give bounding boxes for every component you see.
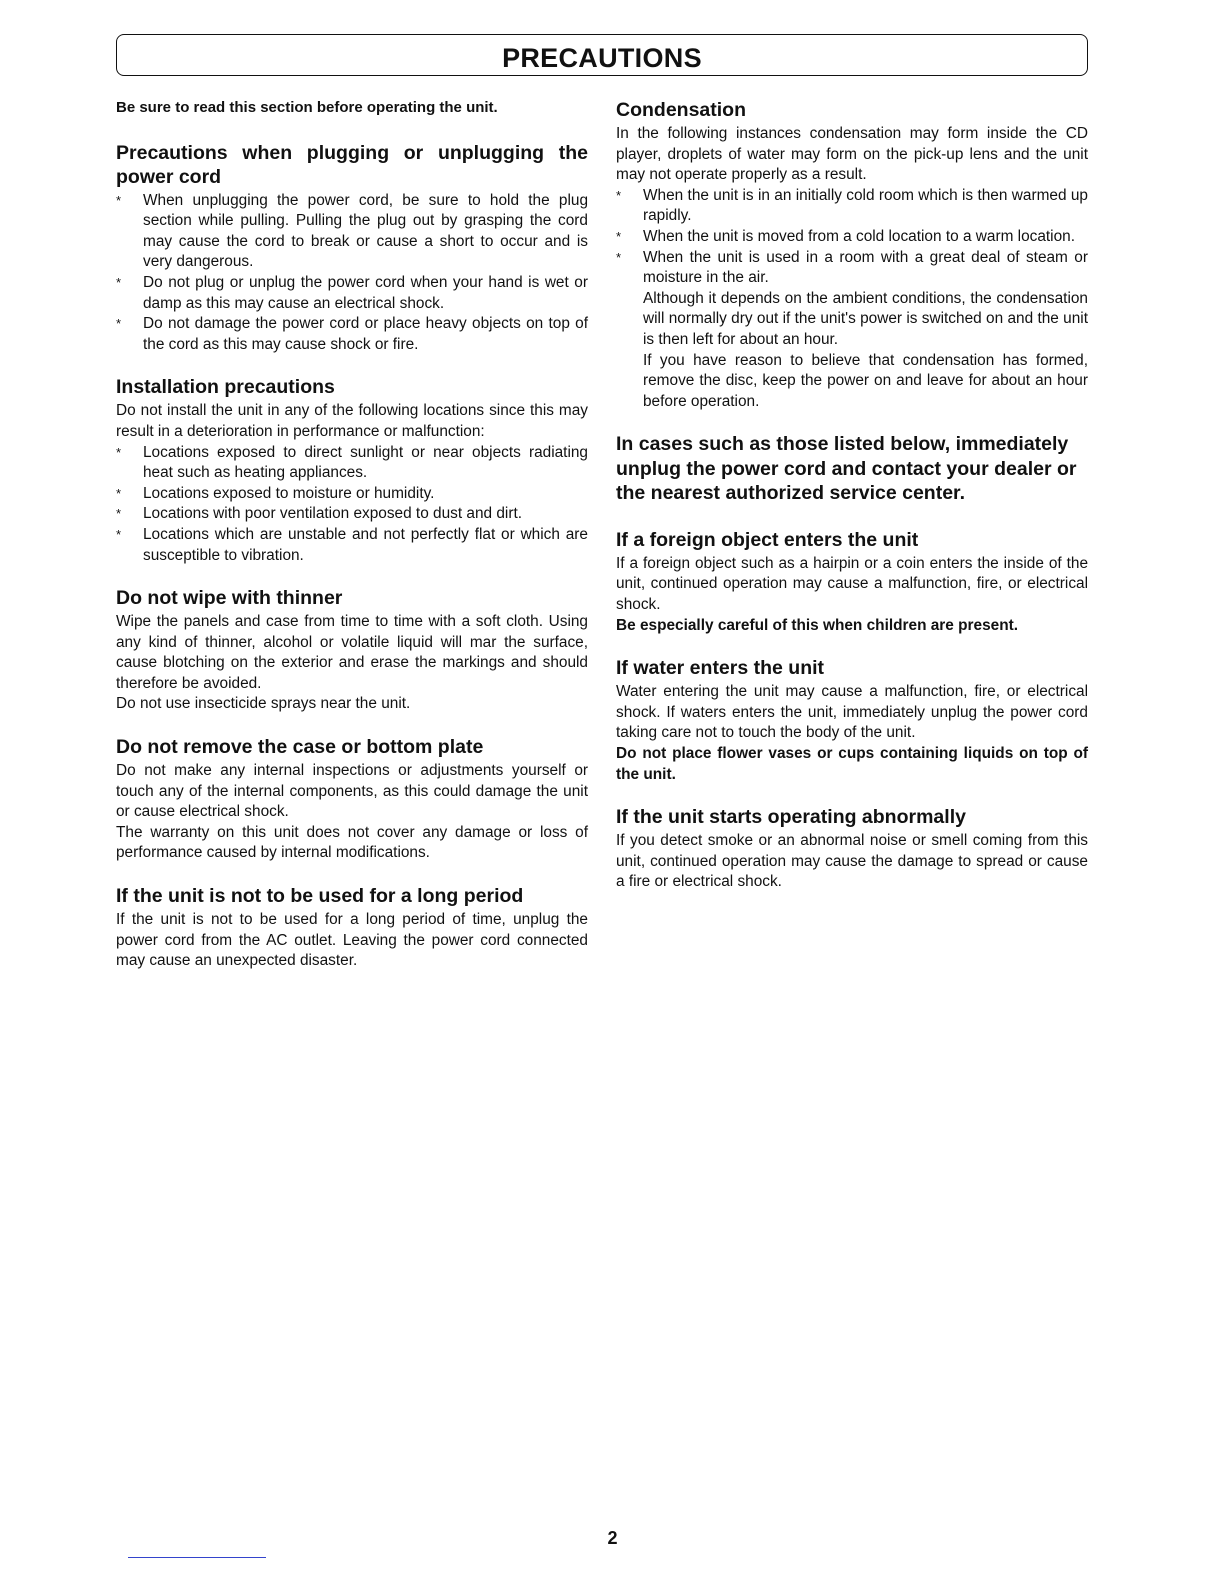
title-box	[116, 34, 1088, 76]
bullet-list	[116, 443, 588, 567]
section-heading: If the unit is not to be used for a long period	[116, 885, 524, 908]
section-heading: If water enters the unit	[616, 657, 825, 680]
section-installation	[116, 375, 588, 566]
list-item: * Do not plug or unplug the power cord when your hand is wet or damp as this may cause an electrical shock.	[116, 273, 588, 314]
section-heading: Condensation	[616, 99, 746, 121]
section-long-period	[116, 884, 588, 972]
section-heading: Do not remove the case or bottom plate	[116, 736, 484, 759]
list-item: * Locations with poor ventilation exposed to dust and dirt.	[116, 504, 588, 525]
list-item: * Locations which are unstable and not perfectly flat or which are susceptible to vibration.	[116, 525, 588, 566]
section-thinner	[116, 586, 588, 715]
right-column	[616, 98, 1088, 913]
section-foreign-object	[616, 528, 1088, 636]
section-text: Do not use insecticide sprays near the unit.	[116, 695, 411, 713]
bullet-list	[616, 186, 1088, 289]
important-warning: In cases such as those listed below, immediately unplug the power cord and contact your dealer or the nearest authorized service center.	[616, 433, 1077, 505]
section-condensation	[616, 98, 1088, 412]
section-text: In the following instances condensation may form inside the CD player, droplets of water may form on the pick-up lens and the unit may not operate properly as a result.	[616, 125, 1088, 184]
section-heading: Precautions when plugging or unplugging the power cord	[116, 141, 588, 188]
section-text: If the unit is not to be used for a long period of time, unplug the power cord from the AC outlet. Leaving the power cord connected may cause an unexpected disaster.	[116, 911, 588, 970]
footer-line	[128, 1557, 266, 1558]
section-heading: Do not wipe with thinner	[116, 587, 343, 610]
section-text: Water entering the unit may cause a malfunction, fire, or electrical shock. If waters enters the unit, immediately unplug the power cord taking care not to touch the body of the unit.	[616, 683, 1088, 742]
list-item: * When the unit is moved from a cold location to a warm location.	[616, 227, 1088, 248]
section-text: If you detect smoke or an abnormal noise or smell coming from this unit, continued operation may cause the damage to spread or cause a fire or electrical shock.	[616, 832, 1088, 891]
page-title: PRECAUTIONS	[502, 43, 702, 73]
section-heading: If the unit starts operating abnormally	[616, 806, 966, 829]
list-item: * When unplugging the power cord, be sure to hold the plug section while pulling. Pulling the plug out by grasping the cord may cause the cord to break or cause a short to occur and is very dangerous.	[116, 191, 588, 273]
list-item: * When the unit is in an initially cold room which is then warmed up rapidly.	[616, 186, 1088, 227]
bullet-list	[116, 191, 588, 356]
left-column	[116, 98, 588, 992]
section-case	[116, 735, 588, 864]
section-abnormal	[616, 805, 1088, 893]
list-item: * When the unit is used in a room with a great deal of steam or moisture in the air.	[616, 248, 1088, 289]
section-text: The warranty on this unit does not cover any damage or loss of performance caused by internal modifications.	[116, 823, 588, 862]
section-bold-note: Do not place flower vases or cups containing liquids on top of the unit.	[616, 744, 1088, 783]
intro-text: Be sure to read this section before operating the unit.	[116, 99, 498, 116]
section-text: Do not install the unit in any of the following locations since this may result in a deterioration in performance or malfunction:	[116, 402, 588, 440]
list-item: * Locations exposed to moisture or humidity.	[116, 484, 588, 505]
section-note: If you have reason to believe that condensation has formed, remove the disc, keep the power on and leave for about an hour before operation.	[643, 351, 1088, 410]
section-water	[616, 656, 1088, 785]
list-item: * Locations exposed to direct sunlight or near objects radiating heat such as heating appliances.	[116, 443, 588, 484]
section-heading: Installation precautions	[116, 376, 335, 399]
page-number: 2	[607, 1528, 618, 1548]
section-text: Wipe the panels and case from time to time with a soft cloth. Using any kind of thinner, alcohol or volatile liquid will mar the surface, cause blotching on the exterior and erase the markings and should therefore be avoided.	[116, 613, 588, 692]
section-text: Do not make any internal inspections or adjustments yourself or touch any of the internal components, as this could damage the unit or cause electrical shock.	[116, 762, 588, 821]
section-text: If a foreign object such as a hairpin or a coin enters the inside of the unit, continued operation may cause a malfunction, fire, or electrical shock.	[616, 554, 1088, 613]
section-note: Although it depends on the ambient conditions, the condensation will normally dry out if the unit's power is switched on and the unit is then left for about an hour.	[643, 289, 1088, 348]
list-item: * Do not damage the power cord or place heavy objects on top of the cord as this may cause shock or fire.	[116, 314, 588, 355]
section-bold-note: Be especially careful of this when children are present.	[616, 616, 1019, 634]
section-heading: If a foreign object enters the unit	[616, 528, 919, 551]
section-power-cord	[116, 141, 588, 356]
